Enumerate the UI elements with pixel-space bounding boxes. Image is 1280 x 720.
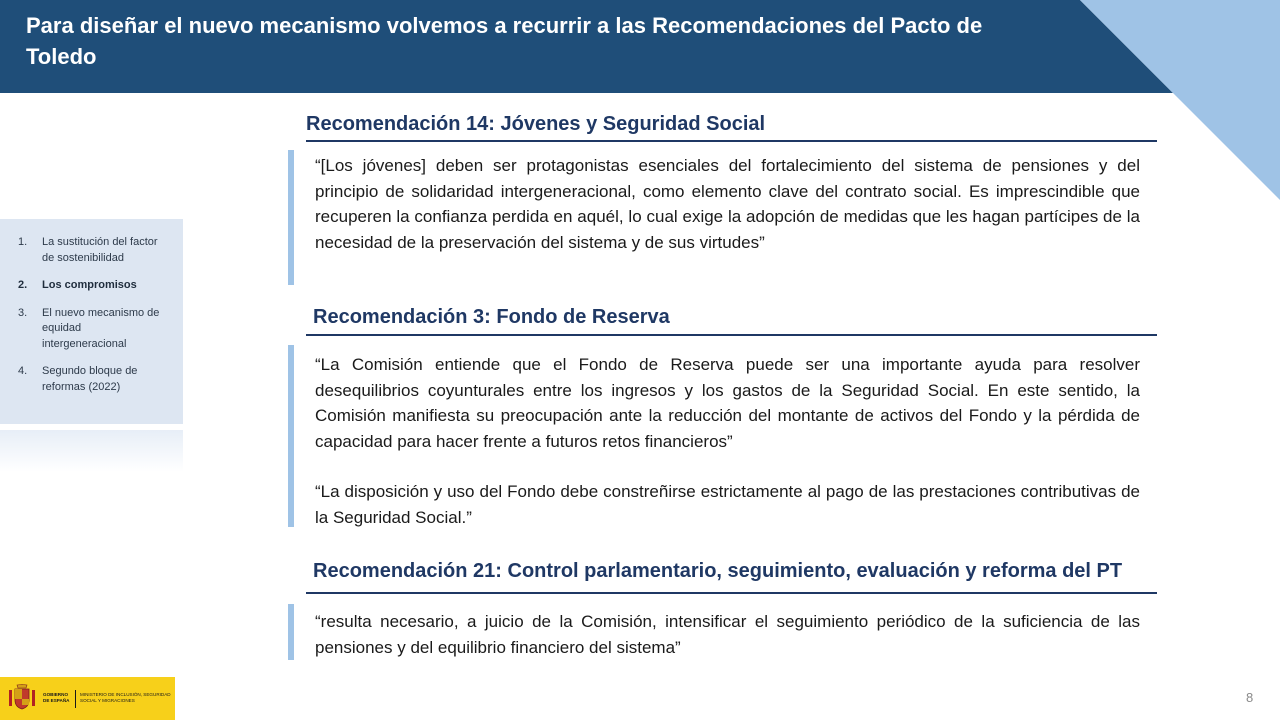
section-divider [306,592,1157,594]
agenda-item-label: Segundo bloque de reformas (2022) [42,365,138,393]
quote-bar [288,345,294,527]
quote-text: “[Los jóvenes] deben ser protagonistas esenciales del fortalecimiento del sistema de pensiones y del principio de solidaridad intergeneracional, como elemento clave del contrato social. Es imprescindible que recuperen la confianza perdida en aquél, lo cual exige la adopción de medidas que les hagan partícipes de la necesidad de la preservación del sistema y de sus virtudes” [315,156,1140,252]
section-divider [306,140,1157,142]
quote-text: “resulta necesario, a juicio de la Comisión, intensificar el seguimiento periódico de la suficiencia de las pensiones y del equilibrio financiero del sistema” [315,612,1140,657]
section-divider [306,334,1157,336]
agenda-item-4[interactable] [0,364,183,395]
section-title-recomendacion-14: Recomendación 14: Jóvenes y Seguridad Social [306,113,766,135]
logo-separator [75,690,76,708]
agenda-item-2[interactable] [0,278,183,294]
sidebar-fade [0,430,183,472]
logo-ministry-text: MINISTERIO DE INCLUSIÓN, SEGURIDAD SOCIAL Y MIGRACIONES [80,692,171,703]
agenda-sidebar [0,219,183,424]
quote-recomendacion-3 [315,352,1140,531]
section-title-recomendacion-3: Recomendación 3: Fondo de Reserva [313,306,670,328]
page-number: 8 [1246,690,1254,705]
agenda-item-number: 4. [18,365,28,377]
quote-bar [288,150,294,285]
quote-recomendacion-21 [315,609,1140,660]
agenda-item-label: La sustitución del factor de sostenibilidad [42,236,158,264]
quote-text: “La Comisión entiende que el Fondo de Reserva puede ser una importante ayuda para resolver desequilibrios coyunturales entre los ingresos y los gastos de la Seguridad Social. En este sentido, la Comisión manifiesta su preocupación ante la reducción del montante de activos del Fondo y la pérdida de capacidad para hacer frente a futuros retos financieros” [315,355,1140,451]
logo-government-text: GOBIERNO DE ESPAÑA [43,692,70,703]
quote-recomendacion-14 [315,153,1140,255]
page-title: Para diseñar el nuevo mecanismo volvemos a recurrir a las Recomendaciones del Pacto de Toledo [26,13,983,69]
agenda-item-number: 2. [18,279,28,291]
agenda-item-label: El nuevo mecanismo de equidad intergeneracional [42,306,160,350]
government-logo [0,677,175,720]
agenda-item-3[interactable] [0,306,183,353]
quote-text: “La disposición y uso del Fondo debe constreñirse estrictamente al pago de las prestaciones contributivas de la Seguridad Social.” [315,482,1140,527]
quote-bar [288,604,294,660]
agenda-item-number: 1. [18,236,28,248]
agenda-item-number: 3. [18,306,28,319]
coat-of-arms-icon [8,684,36,712]
agenda-item-1[interactable] [0,235,183,266]
section-title-recomendacion-21: Recomendación 21: Control parlamentario, seguimiento, evaluación y reforma del PT [313,560,1123,582]
agenda-item-label: Los compromisos [42,279,137,291]
